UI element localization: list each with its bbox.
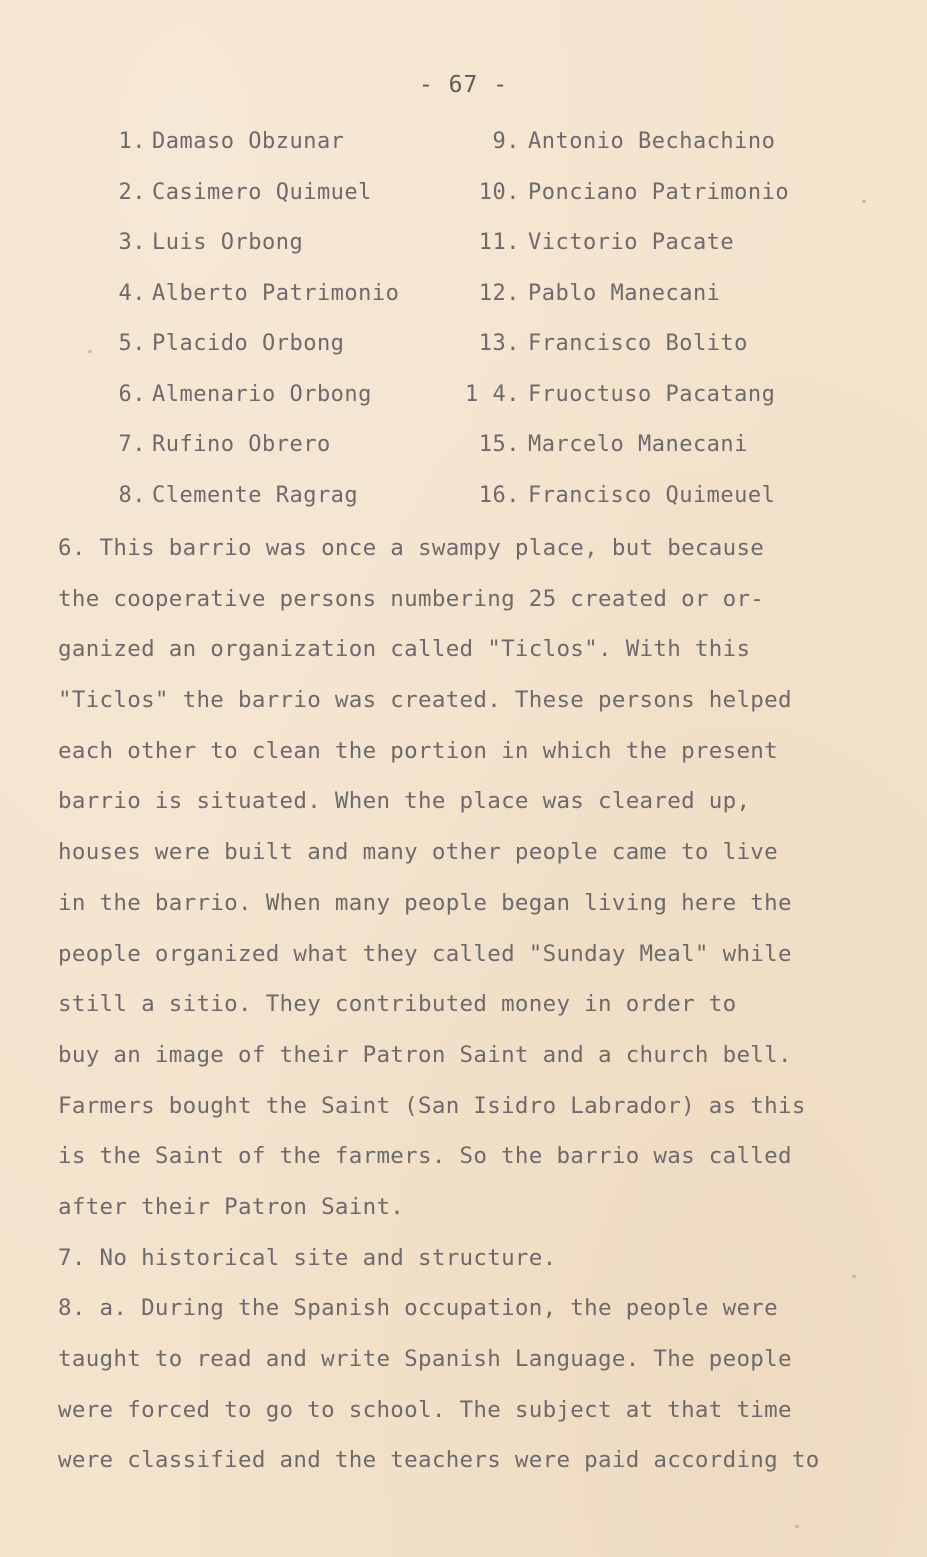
text-line: were forced to go to school. The subject at that time (58, 1396, 792, 1423)
item-number: 15. (478, 432, 520, 457)
list-item (452, 168, 789, 219)
person-name: Francisco Quimeuel (528, 482, 776, 508)
list-item (104, 218, 399, 269)
item-number: 3. (118, 230, 146, 255)
list-item (452, 471, 789, 522)
text-line: 7. No historical site and structure. (58, 1244, 557, 1271)
list-item (104, 269, 399, 320)
names-list-left (104, 117, 399, 521)
text-line: ganized an organization called "Ticlos". With this (58, 636, 751, 663)
text-line: is the Saint of the farmers. So the barrio was called (58, 1143, 792, 1170)
person-name: Fruoctuso Pacatang (528, 381, 776, 407)
text-line: 6. This barrio was once a swampy place, but because (58, 535, 765, 561)
text-line: "Ticlos" the barrio was created. These persons helped (58, 687, 792, 714)
text-line: still a sitio. They contributed money in order to (58, 991, 737, 1018)
paper-speck (862, 200, 866, 203)
text-line: taught to read and write Spanish Language. The people (58, 1346, 792, 1372)
text-line: Farmers bought the Saint (San Isidro Labrador) as this (58, 1092, 806, 1119)
list-item (452, 420, 789, 471)
item-number: 9. (492, 129, 520, 154)
text-line: houses were built and many other people came to live (58, 839, 778, 866)
list-item (452, 319, 789, 370)
list-item (104, 420, 399, 471)
list-item (452, 117, 789, 168)
paper-speck (795, 1525, 799, 1528)
list-item (104, 471, 399, 522)
item-number: 1. (118, 129, 146, 154)
person-name: Pablo Manecani (528, 280, 721, 306)
text-line: barrio is situated. When the place was cleared up, (58, 788, 751, 815)
paper-speck (852, 1275, 856, 1278)
item-number: 2. (118, 179, 146, 205)
person-name: Almenario Orbong (152, 381, 372, 407)
item-number: 7. (118, 432, 146, 457)
text-line: 8. a. During the Spanish occupation, the people were (58, 1295, 778, 1322)
paper-speck (88, 350, 92, 353)
list-item (104, 168, 399, 219)
item-number: 13. (478, 331, 520, 356)
item-number: 16. (478, 482, 520, 508)
list-item (104, 117, 399, 168)
item-number: 4. (118, 280, 146, 306)
item-number: 5. (118, 331, 146, 356)
page-number: - 67 - (418, 72, 509, 98)
person-name: Placido Orbong (152, 331, 345, 356)
person-name: Alberto Patrimonio (152, 280, 400, 306)
text-line: were classified and the teachers were paid according to (58, 1447, 820, 1474)
list-item (452, 269, 789, 320)
text-line: the cooperative persons numbering 25 created or or- (58, 585, 765, 612)
item-number: 6. (118, 381, 146, 407)
body-text (58, 523, 888, 1486)
text-line: people organized what they called "Sunday Meal" while (58, 940, 792, 967)
person-name: Luis Orbong (152, 230, 304, 255)
person-name: Rufino Obrero (152, 432, 331, 457)
item-number: 10. (478, 179, 520, 205)
list-item (452, 370, 789, 421)
person-name: Antonio Bechachino (528, 129, 776, 154)
person-name: Marcelo Manecani (528, 432, 748, 457)
person-name: Francisco Bolito (528, 331, 748, 356)
item-number: 12. (478, 280, 520, 306)
text-line: in the barrio. When many people began living here the (58, 889, 792, 916)
list-item (104, 319, 399, 370)
text-line: after their Patron Saint. (58, 1193, 405, 1220)
item-number: 8. (118, 482, 146, 508)
list-item (452, 218, 789, 269)
list-item (104, 370, 399, 421)
person-name: Victorio Pacate (528, 230, 735, 255)
person-name: Casimero Quimuel (152, 179, 372, 205)
names-list-right (452, 117, 789, 521)
person-name: Damaso Obzunar (152, 129, 345, 154)
person-name: Ponciano Patrimonio (528, 179, 790, 205)
item-number: 11. (478, 230, 520, 255)
text-line: each other to clean the portion in which the present (58, 737, 778, 764)
item-number: 1 4. (465, 381, 520, 407)
person-name: Clemente Ragrag (152, 482, 359, 508)
text-line: buy an image of their Patron Saint and a church bell. (58, 1041, 792, 1068)
